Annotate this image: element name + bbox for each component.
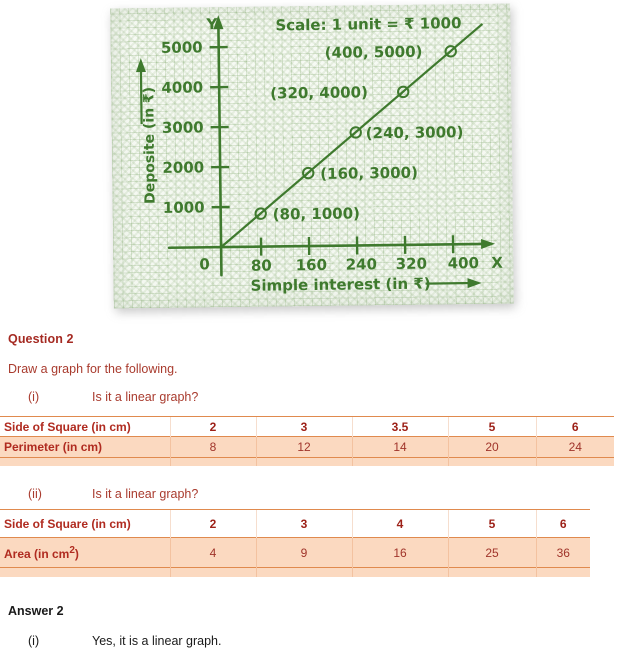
graph-svg [110, 4, 514, 309]
x-tick-label-160: 160 [295, 255, 328, 275]
point-label-80-1000: (80, 1000) [272, 204, 361, 224]
t2-row2-cell: 36 [536, 538, 590, 568]
x-axis [169, 244, 485, 248]
t1-row1-cell: 2 [170, 417, 256, 437]
t2-row1-cell: 6 [536, 510, 590, 538]
point-label-160-3000: (160, 3000) [320, 163, 419, 183]
t2-row1-cell: 2 [170, 510, 256, 538]
point-label-240-3000: (240, 3000) [365, 123, 464, 143]
t1-row2-label: Perimeter (in cm) [0, 437, 170, 458]
graph-paper-canvas [110, 4, 514, 309]
graph-figure [108, 2, 520, 318]
y-axis [218, 25, 221, 247]
y-axis-title: Deposite (in ₹) [141, 86, 159, 205]
x-tick-label-240: 240 [345, 255, 378, 274]
answer-heading: Answer 2 [8, 604, 64, 618]
t2-row1-label: Side of Square (in cm) [0, 510, 170, 538]
table-footer-band [0, 458, 614, 466]
answer-part-i [28, 634, 221, 648]
t1-row1-cell: 5 [448, 417, 536, 437]
question-part-i [28, 390, 198, 404]
scale-note: Scale: 1 unit = ₹ 1000 [275, 14, 462, 35]
t2-row2-cell: 4 [170, 538, 256, 568]
t1-row2-cell: 24 [536, 437, 614, 458]
y-tick-label-5000: 5000 [160, 38, 203, 57]
table-area [0, 509, 590, 577]
x-axis-title: Simple interest (in ₹) [250, 274, 431, 295]
x-axis-arrow [481, 239, 495, 249]
t2-row2-cell: 9 [256, 538, 352, 568]
t2-row1-cell: 3 [256, 510, 352, 538]
table-row [0, 437, 614, 458]
x-tick-label-320: 320 [395, 254, 428, 273]
t1-row2-cell: 12 [256, 437, 352, 458]
t1-row2-cell: 14 [352, 437, 448, 458]
x-tick-label-400: 400 [447, 253, 480, 273]
point-label-320-4000: (320, 4000) [270, 83, 369, 103]
table-footer-band [0, 568, 590, 577]
t2-row2-label-end: ) [74, 546, 79, 561]
y-tick-label-1000: 1000 [162, 198, 205, 217]
t1-row1-cell: 3.5 [352, 417, 448, 437]
t2-row2-label [0, 538, 170, 568]
question-prompt: Draw a graph for the following. [8, 362, 178, 376]
question-part-i-text: Is it a linear graph? [92, 390, 199, 404]
answer-part-i-text: Yes, it is a linear graph. [92, 634, 222, 648]
question-part-ii [28, 487, 198, 501]
question-heading: Question 2 [8, 332, 74, 346]
y-tick-label-2000: 2000 [162, 158, 205, 177]
t2-row1-cell: 4 [352, 510, 448, 538]
point-label-400-5000: (400, 5000) [324, 42, 423, 62]
t2-row2-label-text: Area (in cm [4, 546, 70, 561]
table-perimeter [0, 416, 614, 466]
question-part-i-marker: (i) [28, 390, 40, 404]
t1-row1-cell: 3 [256, 417, 352, 437]
table-row [0, 417, 614, 437]
t1-row2-cell: 8 [170, 437, 256, 458]
t2-row1-cell: 5 [448, 510, 536, 538]
table-row [0, 510, 590, 538]
x-axis-marker: X [491, 253, 504, 272]
table-row [0, 538, 590, 568]
origin-label: 0 [199, 255, 210, 274]
answer-part-i-marker: (i) [28, 634, 40, 648]
t2-row2-label-sup: 2 [69, 544, 75, 556]
question-part-ii-text: Is it a linear graph? [92, 487, 199, 501]
t2-row2-cell: 25 [448, 538, 536, 568]
y-axis-marker: Y [206, 15, 218, 34]
t2-row2-cell: 16 [352, 538, 448, 568]
t1-row1-label: Side of Square (in cm) [0, 417, 170, 437]
t1-row2-cell: 20 [448, 437, 536, 458]
x-tick-label-80: 80 [250, 256, 272, 275]
question-part-ii-marker: (ii) [28, 487, 42, 501]
y-tick-label-4000: 4000 [161, 78, 204, 97]
t1-row1-cell: 6 [536, 417, 614, 437]
y-tick-label-3000: 3000 [161, 118, 204, 137]
